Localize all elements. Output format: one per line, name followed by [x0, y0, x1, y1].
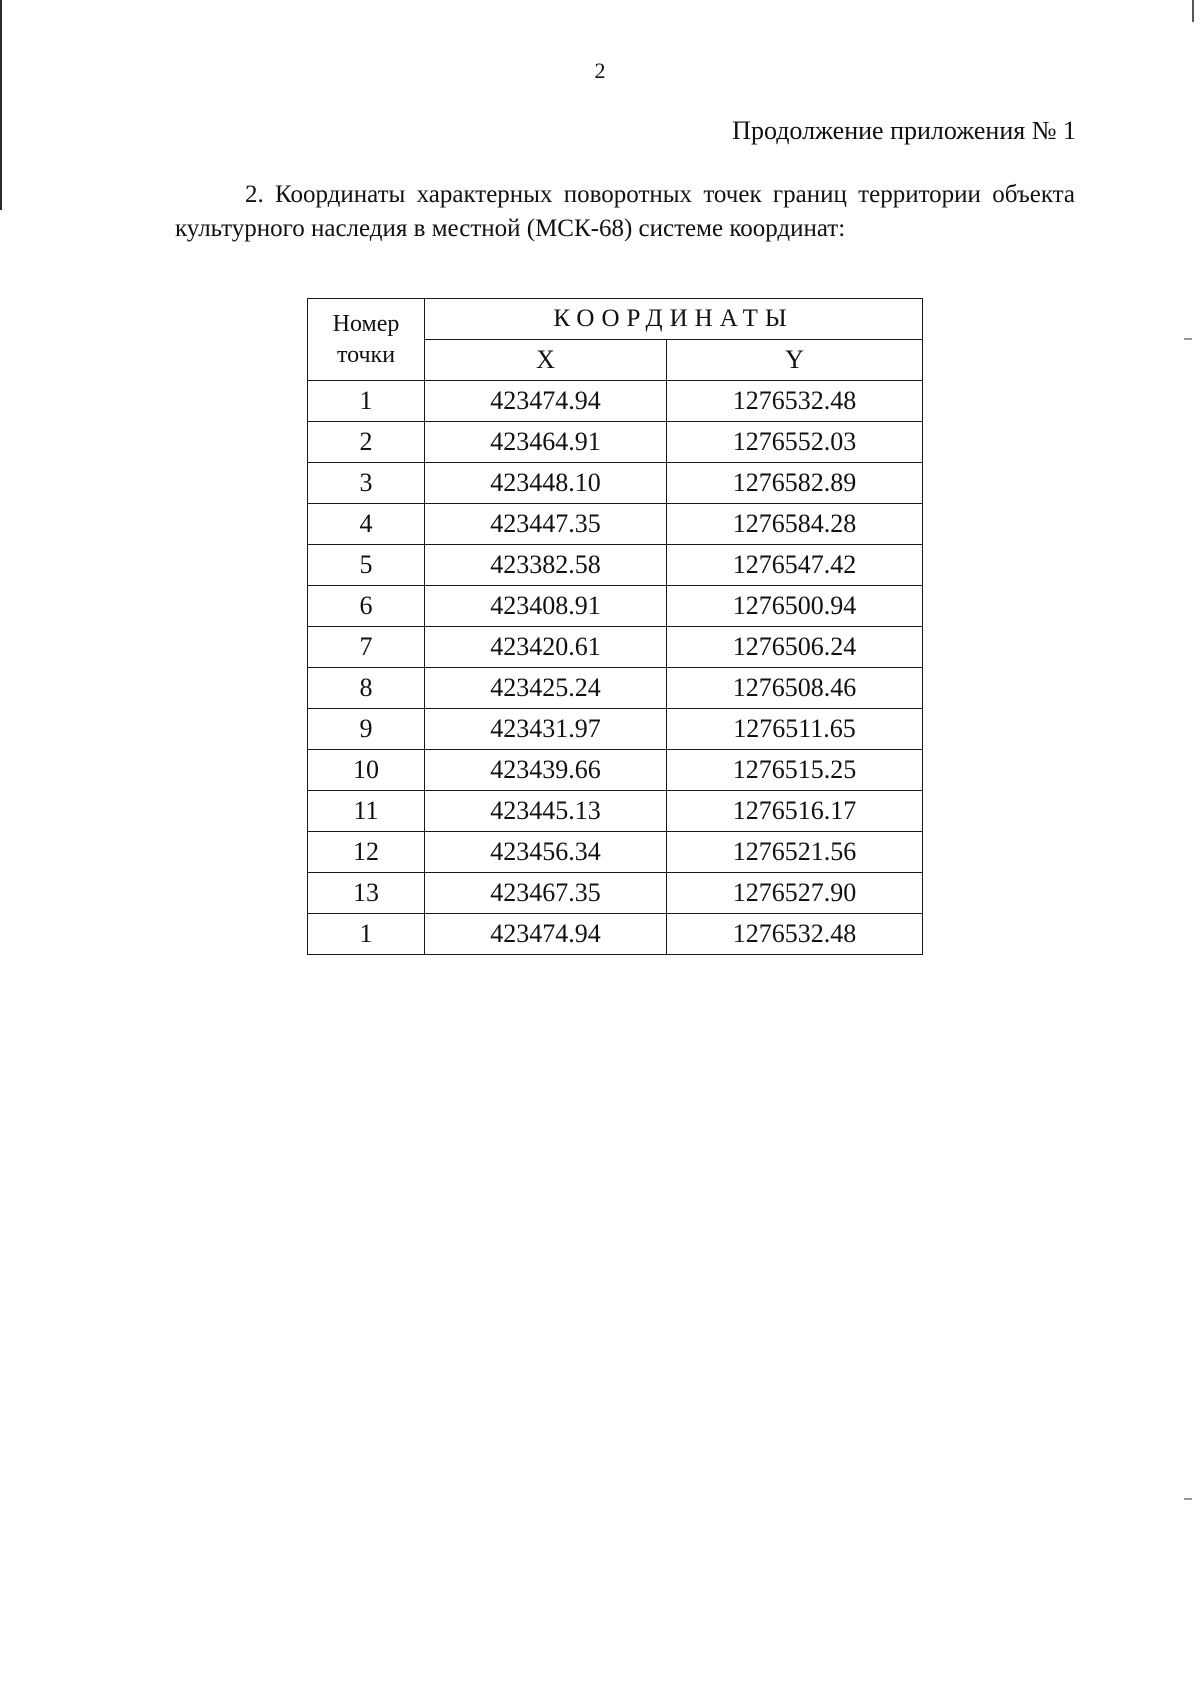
x-cell: 423448.10: [425, 463, 667, 504]
y-cell: 1276521.56: [667, 832, 923, 873]
point-number-cell: 4: [308, 504, 425, 545]
table-row: [308, 504, 923, 545]
y-cell: 1276508.46: [667, 668, 923, 709]
appendix-continuation-note: Продолжение приложения № 1: [732, 116, 1076, 145]
table-row: [308, 832, 923, 873]
table-row: [308, 545, 923, 586]
intro-paragraph: 2. Координаты характерных поворотных точек границ территории объекта культурного наследия в местной (МСК-68) системе координат:: [175, 181, 1075, 242]
x-cell: 423464.91: [425, 422, 667, 463]
y-cell: 1276506.24: [667, 627, 923, 668]
point-number-cell: 2: [308, 422, 425, 463]
y-cell: 1276532.48: [667, 381, 923, 422]
table-row: [308, 709, 923, 750]
table-row: [308, 586, 923, 627]
coordinates-table: [307, 298, 923, 955]
table-row: [308, 627, 923, 668]
y-cell: 1276532.48: [667, 914, 923, 955]
x-cell: 423474.94: [425, 914, 667, 955]
table-row: [308, 750, 923, 791]
scan-dash-mark: [1184, 338, 1192, 340]
point-number-header: Номер точки: [308, 299, 425, 381]
point-number-cell: 11: [308, 791, 425, 832]
coordinates-group-header: КООРДИНАТЫ: [425, 299, 923, 340]
page-number: 2: [594, 58, 606, 83]
point-number-cell: 13: [308, 873, 425, 914]
x-cell: 423467.35: [425, 873, 667, 914]
point-number-cell: 8: [308, 668, 425, 709]
x-cell: 423439.66: [425, 750, 667, 791]
y-cell: 1276515.25: [667, 750, 923, 791]
y-cell: 1276547.42: [667, 545, 923, 586]
point-number-cell: 1: [308, 381, 425, 422]
y-cell: 1276584.28: [667, 504, 923, 545]
x-cell: 423420.61: [425, 627, 667, 668]
x-cell: 423456.34: [425, 832, 667, 873]
point-number-cell: 6: [308, 586, 425, 627]
table-row: [308, 873, 923, 914]
x-cell: 423382.58: [425, 545, 667, 586]
point-number-cell: 9: [308, 709, 425, 750]
table-row: [308, 463, 923, 504]
table-row: [308, 791, 923, 832]
x-cell: 423431.97: [425, 709, 667, 750]
point-number-cell: 1: [308, 914, 425, 955]
table-row: [308, 668, 923, 709]
table-row: [308, 914, 923, 955]
point-number-cell: 10: [308, 750, 425, 791]
y-column-header: Y: [667, 340, 923, 381]
scan-edge-mark: [0, 0, 2, 210]
point-number-cell: 3: [308, 463, 425, 504]
y-cell: 1276500.94: [667, 586, 923, 627]
y-cell: 1276582.89: [667, 463, 923, 504]
point-number-cell: 12: [308, 832, 425, 873]
scan-dash-mark: [1184, 1498, 1192, 1500]
scan-edge-mark: [1192, 0, 1194, 22]
x-column-header: X: [425, 340, 667, 381]
y-cell: 1276527.90: [667, 873, 923, 914]
x-cell: 423425.24: [425, 668, 667, 709]
x-cell: 423447.35: [425, 504, 667, 545]
table-row: [308, 381, 923, 422]
x-cell: 423474.94: [425, 381, 667, 422]
y-cell: 1276511.65: [667, 709, 923, 750]
y-cell: 1276516.17: [667, 791, 923, 832]
x-cell: 423445.13: [425, 791, 667, 832]
y-cell: 1276552.03: [667, 422, 923, 463]
point-number-cell: 7: [308, 627, 425, 668]
coordinates-table-body: [308, 381, 923, 955]
x-cell: 423408.91: [425, 586, 667, 627]
table-row: [308, 422, 923, 463]
point-number-cell: 5: [308, 545, 425, 586]
